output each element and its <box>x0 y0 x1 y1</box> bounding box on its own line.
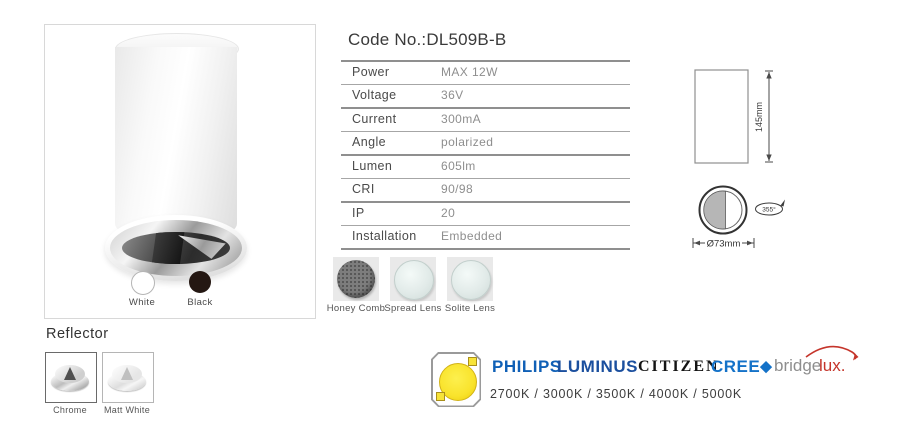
accessory-label: Honey Comb <box>326 303 386 314</box>
spec-label: Installation <box>352 229 417 243</box>
diameter-dimension-label: Ø73mm <box>706 238 741 250</box>
accessory-honeycomb <box>333 257 379 301</box>
table-row <box>341 201 630 225</box>
table-row <box>341 84 630 107</box>
mirror-facet <box>178 235 226 259</box>
honeycomb-disc-icon <box>337 260 375 298</box>
brand-luminus: LUMINUS <box>557 357 638 376</box>
white-color-swatch <box>131 271 155 295</box>
spec-label: Angle <box>352 135 386 149</box>
color-temperature-list: 2700K / 3000K / 3500K / 4000K / 5000K <box>490 387 742 401</box>
spec-value: polarized <box>441 135 494 149</box>
reflector-option-matt-white <box>102 352 154 403</box>
brand-philips: PHILIPS <box>492 357 562 376</box>
solite-lens-disc-icon <box>451 260 491 300</box>
spec-value: 605lm <box>441 159 476 173</box>
table-row <box>341 131 630 154</box>
table-row <box>341 225 630 248</box>
accessory-label: Solite Lens <box>444 303 496 314</box>
spread-lens-disc-icon <box>394 260 434 300</box>
spec-value: 90/98 <box>441 182 474 196</box>
brand-bridgelux-logo <box>772 344 862 382</box>
bridgelux-red-text: lux. <box>819 356 846 375</box>
reflector-option-label: Chrome <box>53 405 87 415</box>
accessory-solite-lens <box>447 257 493 301</box>
black-swatch-label: Black <box>187 297 213 308</box>
black-color-swatch <box>189 271 211 293</box>
cylinder-body <box>115 47 237 243</box>
spec-value: 36V <box>441 88 464 102</box>
table-row <box>341 154 630 178</box>
matt-white-reflector-icon <box>108 372 146 391</box>
side-view-dimension-diagram <box>688 64 793 170</box>
reflector-option-label: Matt White <box>103 405 150 415</box>
cylinder-bottom-rim <box>105 215 247 281</box>
brand-cree: CREE◆ <box>711 357 773 376</box>
spec-table <box>341 60 630 250</box>
table-row <box>341 60 630 84</box>
chrome-ring <box>110 220 242 276</box>
spec-label: Power <box>352 65 390 79</box>
spec-value: Embedded <box>441 229 503 243</box>
bottom-view-dimension-diagram <box>688 184 798 254</box>
led-chip-icon <box>431 352 481 407</box>
reflector-section-heading: Reflector <box>46 326 109 342</box>
bridgelux-gray-text: bridge <box>774 356 822 375</box>
product-code-title: Code No.:DL509B-B <box>348 30 507 49</box>
spec-label: IP <box>352 206 365 220</box>
rotation-angle-label: 355° <box>762 206 776 214</box>
spec-value: 300mA <box>441 112 482 126</box>
reflector-bowl <box>122 232 230 264</box>
reflector-option-chrome <box>45 352 97 403</box>
spec-value: 20 <box>441 206 456 220</box>
spec-value: MAX 12W <box>441 65 498 79</box>
height-dimension-label: 145mm <box>754 101 764 132</box>
brand-citizen: CITIZEN <box>638 358 720 375</box>
accessory-label: Spread Lens <box>384 303 442 314</box>
accessory-spread-lens <box>390 257 436 301</box>
spec-label: CRI <box>352 182 375 196</box>
table-row <box>341 107 630 131</box>
product-photo-box <box>44 24 316 319</box>
baffle <box>152 232 185 264</box>
spec-label: Voltage <box>352 88 397 102</box>
spec-label: Lumen <box>352 159 393 173</box>
table-row <box>341 178 630 201</box>
chrome-reflector-icon <box>51 372 89 391</box>
spec-label: Current <box>352 112 397 126</box>
cree-diamond-icon: ◆ <box>760 358 773 375</box>
white-swatch-label: White <box>128 297 156 308</box>
